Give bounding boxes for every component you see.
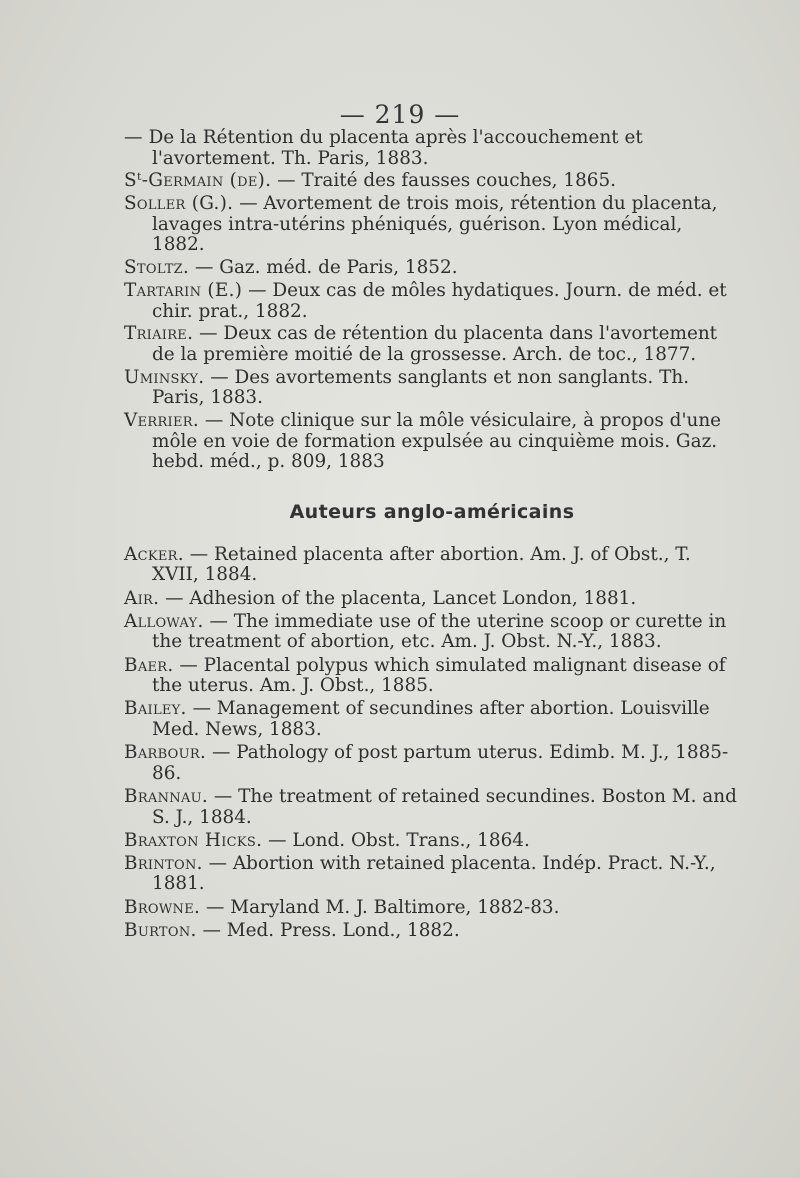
entry-text: De la Rétention du placenta après l'accouchement et l'avortement. Th. Paris, 1883. xyxy=(148,127,643,169)
bibliography-entry xyxy=(124,656,740,697)
entry-author: Brinton. xyxy=(124,852,203,874)
bibliography-entry xyxy=(124,194,740,256)
entry-text: — Gaz. méd. de Paris, 1852. xyxy=(195,257,458,279)
entry-author: Alloway. xyxy=(124,610,204,632)
page-number: — 219 — xyxy=(339,100,461,129)
section-heading: Auteurs anglo-américains xyxy=(289,500,575,523)
bibliography-entry xyxy=(124,324,740,365)
entry-text: — Deux cas de môles hydatiques. Journ. de méd. et chir. prat., 1882. xyxy=(152,279,727,322)
entry-text: — The immediate use of the uterine scoop or curette in the treatment of abortion, etc. Am. J. Obst. N.-Y., 1883. xyxy=(152,610,727,653)
entry-author: Baer. xyxy=(124,654,174,676)
entry-text: — Lond. Obst. Trans., 1864. xyxy=(268,829,530,851)
bibliography-entry xyxy=(124,281,740,322)
bibliography-entry xyxy=(124,787,740,828)
bibliography-entry xyxy=(124,545,740,586)
bibliography-entry xyxy=(124,898,740,919)
entry-author: Triaire. xyxy=(124,323,194,345)
entry-author: Acker. xyxy=(124,543,184,565)
bibliography-entry xyxy=(124,854,740,895)
entry-author: Verrier. xyxy=(124,410,200,432)
entry-text: — Avortement de trois mois, rétention du placenta, lavages intra-utérins phéniqués, guérison. Lyon médical, 1882. xyxy=(152,193,718,256)
entry-text: — Med. Press. Lond., 1882. xyxy=(202,919,460,941)
bibliography-entry xyxy=(124,699,740,740)
entry-text: — Deux cas de rétention du placenta dans l'avortement de la première moitié de la grossesse. Arch. de toc., 1877. xyxy=(152,323,718,365)
entry-text: — Traité des fausses couches, 1865. xyxy=(277,170,617,192)
entry-text: — Maryland M. J. Baltimore, 1882-83. xyxy=(206,896,560,918)
entry-text: — Management of secundines after abortion. Louisville Med. News, 1883. xyxy=(152,698,710,740)
entry-author: Tartarin (E.) xyxy=(124,279,243,301)
entry-text: — Abortion with retained placenta. Indép. Pract. N.-Y., 1881. xyxy=(152,852,716,895)
entry-author: Burton. xyxy=(124,919,197,941)
entry-author: Sᵗ-Germain (de). xyxy=(124,170,272,192)
bibliography-entry xyxy=(124,921,740,942)
entry-author: — xyxy=(124,127,143,148)
entry-author: Stoltz. xyxy=(124,257,190,279)
english-bibliography xyxy=(124,545,740,942)
bibliography-entry xyxy=(124,258,740,279)
bibliography-entry xyxy=(124,368,740,409)
bibliography-entry xyxy=(124,831,740,852)
bibliography-entry xyxy=(124,612,740,653)
entry-author: Soller (G.). xyxy=(124,193,234,215)
entry-author: Braxton Hicks. xyxy=(124,829,263,851)
entry-text: — Adhesion of the placenta, Lancet London, 1881. xyxy=(165,587,637,609)
bibliography-entry xyxy=(124,589,740,610)
bibliography-entry xyxy=(124,743,740,784)
entry-text: — Retained placenta after abortion. Am. J. of Obst., T. XVII, 1884. xyxy=(152,543,691,586)
entry-text: — Pathology of post partum uterus. Edimb. M. J., 1885-86. xyxy=(152,742,729,784)
bibliography-entry xyxy=(124,128,740,169)
entry-author: Browne. xyxy=(124,896,201,918)
entry-author: Uminsky. xyxy=(124,366,205,388)
entry-text: — Note clinique sur la môle vésiculaire, à propos d'une môle en voie de formation expulsée au cinquième mois. Gaz. hebd. méd., p. 809, 1883 xyxy=(152,410,722,473)
bibliography-entry xyxy=(124,411,740,473)
entry-author: Bailey. xyxy=(124,698,187,720)
entry-text: — Placental polypus which simulated malignant disease of the uterus. Am. J. Obst., 1885. xyxy=(152,654,726,697)
entry-text: — Des avortements sanglants et non sanglants. Th. Paris, 1883. xyxy=(152,366,690,409)
entry-author: Air. xyxy=(124,587,160,609)
entry-author: Brannau. xyxy=(124,785,209,807)
entry-text: — The treatment of retained secundines. Boston M. and S. J., 1884. xyxy=(152,785,737,828)
bibliography-entry xyxy=(124,171,740,192)
french-bibliography xyxy=(124,128,740,473)
entry-author: Barbour. xyxy=(124,742,207,764)
